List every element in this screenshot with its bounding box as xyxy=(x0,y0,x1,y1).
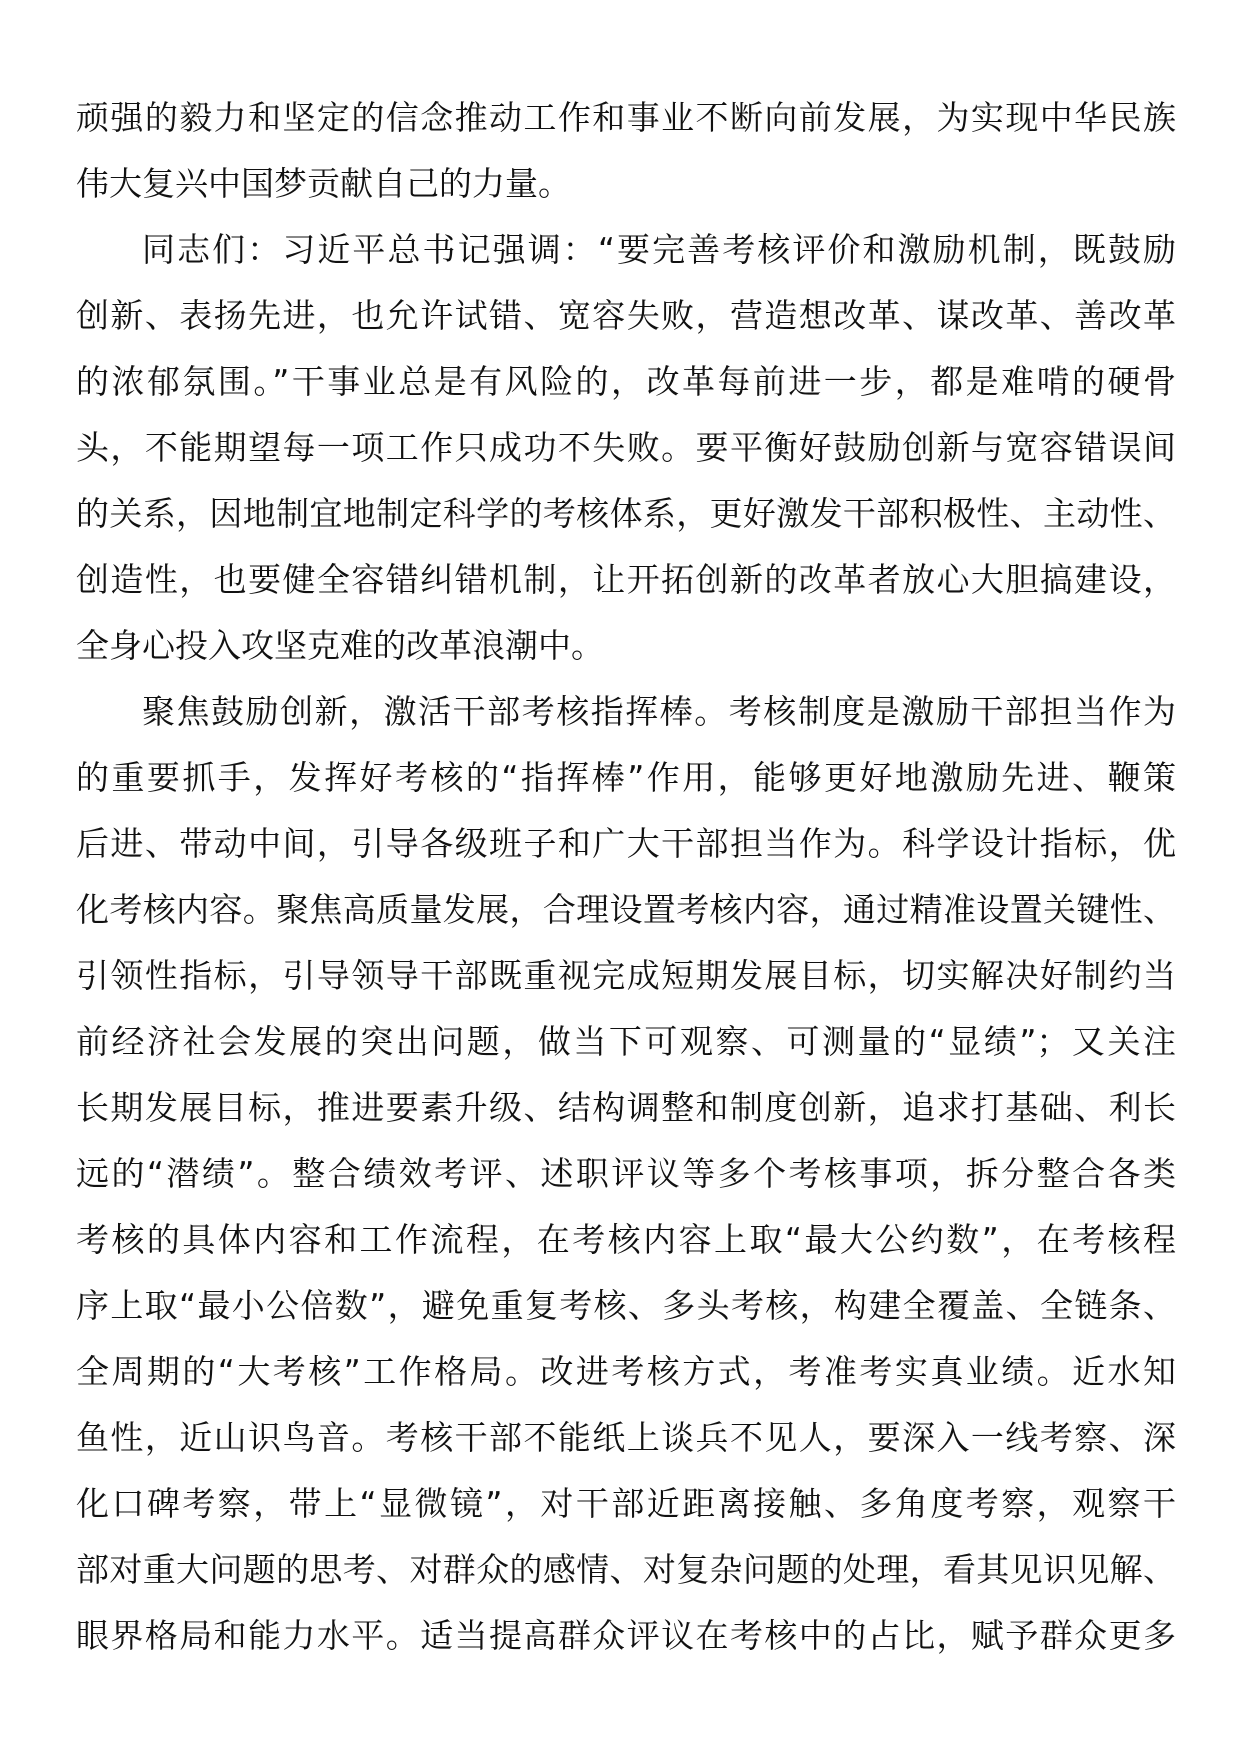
text-line: 部对重大问题的思考、对群众的感情、对复杂问题的处理，看其见识见解、 xyxy=(76,1550,1176,1589)
text-line: 前经济社会发展的突出问题，做当下可观察、可测量的“显绩”；又关注 xyxy=(76,1022,1176,1061)
text-line: 后进、带动中间，引导各级班子和广大干部担当作为。科学设计指标，优 xyxy=(76,824,1176,863)
text-line: 引领性指标，引导领导干部既重视完成短期发展目标，切实解决好制约当 xyxy=(76,956,1176,995)
text-line: 序上取“最小公倍数”，避免重复考核、多头考核，构建全覆盖、全链条、 xyxy=(76,1286,1176,1325)
text-line: 的浓郁氛围。”干事业总是有风险的，改革每前进一步，都是难啃的硬骨 xyxy=(76,362,1176,401)
text-line: 头，不能期望每一项工作只成功不失败。要平衡好鼓励创新与宽容错误间 xyxy=(76,428,1176,467)
text-line: 创新、表扬先进，也允许试错、宽容失败，营造想改革、谋改革、善改革 xyxy=(76,296,1176,335)
text-line: 远的“潜绩”。整合绩效考评、述职评议等多个考核事项，拆分整合各类 xyxy=(76,1154,1176,1193)
text-line: 聚焦鼓励创新，激活干部考核指挥棒。考核制度是激励干部担当作为 xyxy=(142,692,1176,731)
text-line: 伟大复兴中国梦贡献自己的力量。 xyxy=(76,164,571,203)
text-line: 鱼性，近山识鸟音。考核干部不能纸上谈兵不见人，要深入一线考察、深 xyxy=(76,1418,1176,1457)
text-line: 的关系，因地制宜地制定科学的考核体系，更好激发干部积极性、主动性、 xyxy=(76,494,1176,533)
text-line: 全周期的“大考核”工作格局。改进考核方式，考准考实真业绩。近水知 xyxy=(76,1352,1176,1391)
text-line: 的重要抓手，发挥好考核的“指挥棒”作用，能够更好地激励先进、鞭策 xyxy=(76,758,1176,797)
text-line: 顽强的毅力和坚定的信念推动工作和事业不断向前发展，为实现中华民族 xyxy=(76,98,1176,137)
text-line: 眼界格局和能力水平。适当提高群众评议在考核中的占比，赋予群众更多 xyxy=(76,1616,1176,1655)
text-line: 化考核内容。聚焦高质量发展，合理设置考核内容，通过精准设置关键性、 xyxy=(76,890,1176,929)
text-line: 全身心投入攻坚克难的改革浪潮中。 xyxy=(76,626,604,665)
text-line: 同志们：习近平总书记强调：“要完善考核评价和激励机制，既鼓励 xyxy=(142,230,1176,269)
text-line: 长期发展目标，推进要素升级、结构调整和制度创新，追求打基础、利长 xyxy=(76,1088,1176,1127)
text-line: 创造性，也要健全容错纠错机制，让开拓创新的改革者放心大胆搞建设， xyxy=(76,560,1176,599)
text-line: 化口碑考察，带上“显微镜”，对干部近距离接触、多角度考察，观察干 xyxy=(76,1484,1176,1523)
document-body xyxy=(76,85,1176,1669)
text-line: 考核的具体内容和工作流程，在考核内容上取“最大公约数”，在考核程 xyxy=(76,1220,1176,1259)
